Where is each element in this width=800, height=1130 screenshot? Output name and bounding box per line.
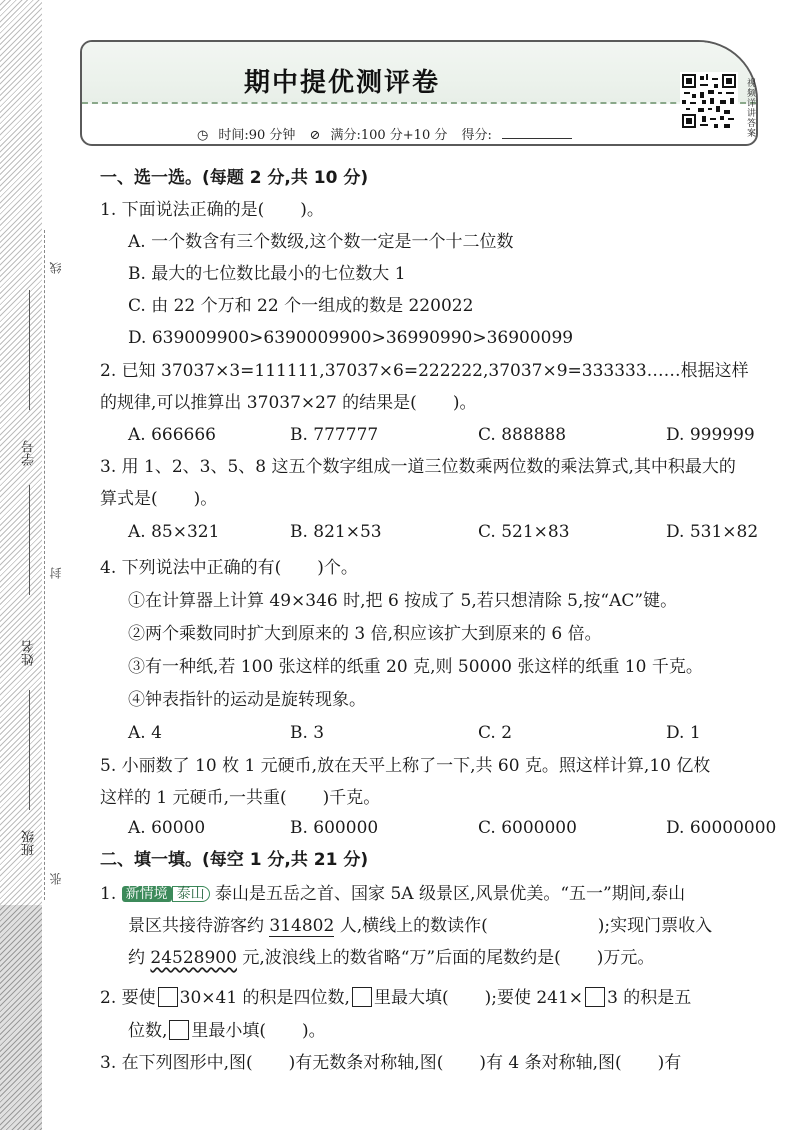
score-label: 得分: [461,128,492,143]
q5-option-c: C. 6000000 [478,818,577,838]
s2-q1-line2-text: 景区共接待游客约 [128,916,270,936]
wavy-number: 24528900 [150,948,237,968]
s2-q2-text-e: 3 的积是五 [607,988,692,1008]
section-2-heading: 二、填一填。(每空 1 分,共 21 分) [100,850,369,870]
s2-q2-text-f: 位数, [128,1021,168,1041]
student-id-label: 学号 [22,440,37,466]
q3-line2-end: )。 [193,489,218,509]
q5-option-a: A. 60000 [128,818,206,838]
s2-q2-line2 [128,1020,326,1040]
q4-option-c: C. 2 [478,723,513,743]
s2-q1-number: 1. [100,884,117,904]
q2-line2-text: 的规律,可以推算出 37037×27 的结果是( [100,393,417,413]
q3-line2-text: 算式是( [100,489,158,509]
s2-q2-text-g: 里最小填( [191,1021,267,1041]
q5-option-d: D. 60000000 [666,818,777,838]
binding-strip-dark [0,905,42,1130]
q4-statement-4: ④钟表指针的运动是旋转现象。 [128,690,366,710]
q3-option-c: C. 521×83 [478,522,570,542]
q2-line2 [100,395,476,412]
exam-meta [197,124,582,143]
s2-q2-text-a: 2. 要使 [100,988,156,1008]
s2-q3-text-b: )有无数条对称轴,图( [288,1053,444,1073]
s2-q1-line3-text: 约 [128,948,151,968]
s2-q1-line2-end: );实现门票收入 [597,916,713,936]
page-title: 期中提优测评卷 [243,68,440,98]
s2-q2-text-b: 30×41 的积是四位数, [179,988,350,1008]
side-mark-line: 线 [49,262,63,274]
q1-stem-end: )。 [300,200,324,220]
digit-box[interactable] [158,987,178,1007]
underlined-number: 314802 [269,916,335,936]
s2-q2-text-c: 里最大填( [373,988,449,1008]
s2-q1-line2-mid: 人,横线上的数读作( [334,916,488,936]
s2-q1-line1 [100,886,685,903]
q5-option-b: B. 600000 [290,818,379,838]
qr-label: 视频详讲答案 [745,78,755,138]
s2-q2-text-h: )。 [302,1021,326,1041]
q1-option-d: D. 639009900>6390009900>36990990>36900099 [128,328,574,348]
q4-statement-2: ②两个乘数同时扩大到原来的 3 倍,积应该扩大到原来的 6 倍。 [128,624,602,644]
class-blank [29,690,30,810]
s2-q1-line1-text: 泰山是五岳之首、国家 5A 级景区,风景优美。“五一”期间,泰山 [215,884,686,904]
side-mark-seal: 封 [49,567,63,579]
digit-box[interactable] [585,987,605,1007]
q4-statement-3: ③有一种纸,若 100 张这样的纸重 20 克,则 50000 张这样的纸重 10 千克。 [128,657,703,677]
q5-line2 [100,790,380,807]
name-blank-top [29,485,30,595]
binding-dashed-line [44,230,45,900]
q2-option-c: C. 888888 [478,425,567,445]
new-context-badge: 新情境 [122,886,172,902]
q3-line2 [100,491,217,508]
q4-stem-text: 4. 下列说法中正确的有( [100,558,282,578]
section-1-heading: 一、选一选。(每题 2 分,共 10 分) [100,168,369,188]
q2-option-b: B. 777777 [290,425,379,445]
s2-q3-text-d: )有 [657,1053,682,1073]
s2-q2-text-d: );要使 241× [484,988,584,1008]
q4-option-a: A. 4 [128,723,162,743]
s2-q2-line1 [100,987,691,1007]
s2-q3-line1 [100,1055,681,1072]
q1-stem-text: 1. 下面说法正确的是( [100,200,265,220]
digit-box[interactable] [169,1020,189,1040]
topic-badge: 泰山 [172,886,210,902]
s2-q1-line3-end: )万元。 [596,948,655,968]
student-id-blank [29,290,30,410]
q5-line1: 5. 小丽数了 10 枚 1 元硬币,放在天平上称了一下,共 60 克。照这样计算,10 亿枚 [100,756,711,776]
exam-header [80,40,758,146]
q3-option-b: B. 821×53 [290,522,382,542]
full-score: 满分:100 分+10 分 [330,128,448,143]
q2-option-d: D. 999999 [666,425,755,445]
q2-line2-end: )。 [452,393,477,413]
clock-icon: ◷ [197,128,209,143]
q5-line2-text: 这样的 1 元硬币,一共重( [100,788,287,808]
q4-statement-1: ①在计算器上计算 49×346 时,把 6 按成了 5,若只想清除 5,按“AC”键。 [128,591,678,611]
check-icon: ⊘ [309,128,321,143]
name-label: 姓名 [22,640,37,666]
q1-option-a: A. 一个数含有三个数级,这个数一定是一个十二位数 [128,232,514,252]
q1-option-b: B. 最大的七位数比最小的七位数大 1 [128,264,406,284]
s2-q3-text-c: )有 4 条对称轴,图( [479,1053,622,1073]
digit-box[interactable] [352,987,372,1007]
qr-code-icon[interactable] [680,72,738,130]
s2-q1-line2 [128,918,712,935]
q4-option-b: B. 3 [290,723,325,743]
q2-line1: 2. 已知 37037×3=111111,37037×6=222222,37037×9=333333……根据这样 [100,361,749,381]
q1-stem [100,202,324,219]
q3-option-d: D. 531×82 [666,522,759,542]
q3-line1: 3. 用 1、2、3、5、8 这五个数字组成一道三位数乘两位数的乘法算式,其中积最大的 [100,457,736,477]
q4-stem [100,560,358,577]
q4-stem-end: )个。 [317,558,358,578]
q3-option-a: A. 85×321 [128,522,220,542]
side-mark-cut: 张 [49,873,63,885]
time-limit: 时间:90 分钟 [218,128,296,143]
class-label: 班级 [22,830,37,856]
s2-q1-line3 [128,950,654,967]
q1-option-c: C. 由 22 个万和 22 个一组成的数是 220022 [128,296,474,316]
q2-option-a: A. 666666 [128,425,216,445]
q4-option-d: D. 1 [666,723,701,743]
score-blank [502,127,572,139]
s2-q1-line3-mid: 元,波浪线上的数省略“万”后面的尾数约是( [236,948,561,968]
s2-q3-text-a: 3. 在下列图形中,图( [100,1053,253,1073]
q5-line2-end: )千克。 [322,788,381,808]
